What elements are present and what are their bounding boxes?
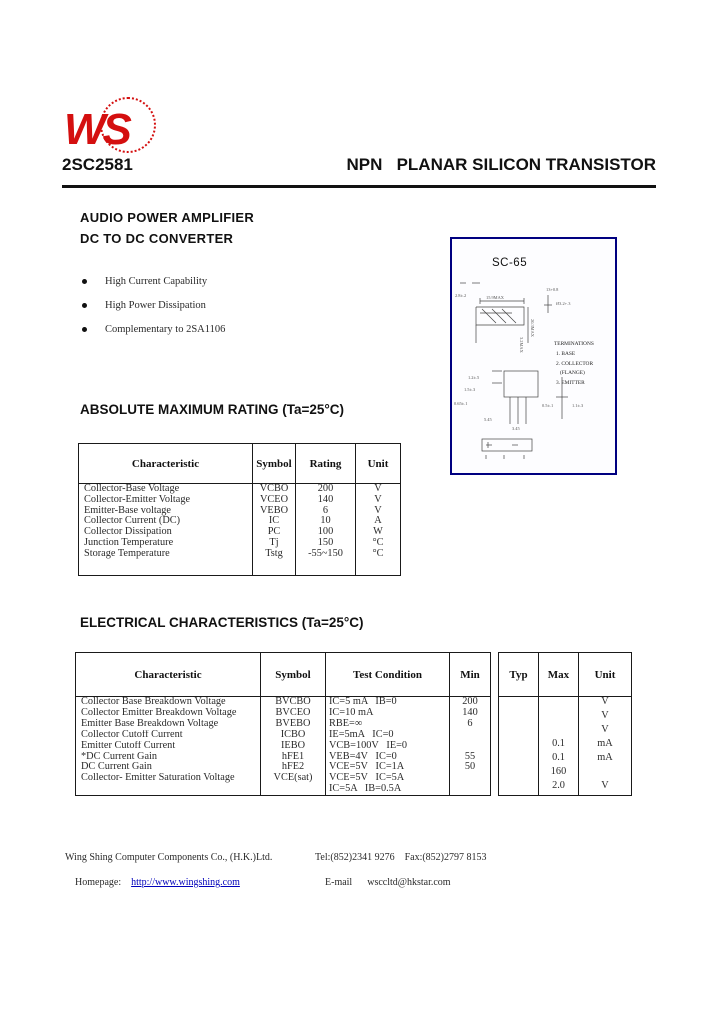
table-row: Junction Temperature Tj 150 °C — [79, 538, 401, 549]
col-header: Characteristic — [76, 653, 261, 697]
col-header: Test Condition — [326, 653, 450, 697]
table-row: *DC Current Gain hFE1 VEB=4V IC=0 55 — [76, 752, 491, 763]
title-row — [62, 155, 656, 175]
table-row: 2.0 V — [499, 781, 632, 795]
table-row — [499, 795, 632, 796]
header-rule — [62, 185, 656, 188]
table-row: V — [499, 711, 632, 725]
col-header: Typ — [499, 653, 539, 697]
svg-text:3.2MAX: 3.2MAX — [519, 337, 524, 353]
table-row: DC Current Gain hFE2 VCE=5V IC=1A 50 — [76, 762, 491, 773]
svg-text:13+0.8: 13+0.8 — [546, 287, 559, 292]
svg-text:2. COLLECTOR: 2. COLLECTOR — [556, 361, 594, 367]
col-header: Unit — [356, 444, 401, 484]
svg-text:TERMINATIONS: TERMINATIONS — [554, 341, 594, 347]
ws-logo-letters: WS — [64, 105, 129, 154]
table-row: 0.1 mA — [499, 739, 632, 753]
table-row: Collector Base Breakdown Voltage BVCBO IC=5 mA IB=0 200 — [76, 697, 491, 708]
svg-text:0.65±.1: 0.65±.1 — [454, 401, 468, 406]
svg-text:5.45: 5.45 — [484, 417, 492, 422]
table-row: Storage Temperature Tstg -55~150 °C — [79, 549, 401, 560]
table-row: 160 — [499, 767, 632, 781]
col-header: Symbol — [253, 444, 296, 484]
electrical-table-left — [75, 652, 491, 796]
table-row: V — [499, 697, 632, 712]
application-line-1: AUDIO POWER AMPLIFIER — [80, 210, 255, 225]
application-line-2: DC TO DC CONVERTER — [80, 231, 234, 246]
table-row: Emitter-Base voltage VEBO 6 V — [79, 506, 401, 517]
table-row: V — [499, 725, 632, 739]
feature-text: High Power Dissipation — [105, 300, 206, 311]
svg-text:1.2±.5: 1.2±.5 — [468, 375, 480, 380]
part-number: 2SC2581 — [62, 155, 133, 174]
svg-text:Ø3.2+.3: Ø3.2+.3 — [556, 301, 571, 306]
email-address: wsccltd@hkstar.com — [367, 877, 451, 888]
svg-text:3. EMITTER: 3. EMITTER — [556, 380, 585, 386]
homepage-link[interactable]: http://www.wingshing.com — [131, 877, 240, 888]
abs-max-table — [78, 443, 401, 576]
package-outline-box — [450, 237, 617, 475]
svg-text:1.1±.3: 1.1±.3 — [572, 403, 584, 408]
electrical-heading: ELECTRICAL CHARACTERISTICS (Ta=25°C) — [80, 615, 364, 630]
svg-text:2.8±.2: 2.8±.2 — [455, 293, 467, 298]
electrical-table-right — [498, 652, 632, 796]
table-row: Emitter Cutoff Current IEBO VCB=100V IE=0 — [76, 741, 491, 752]
table-header-row — [499, 653, 632, 697]
bullet-icon — [82, 279, 87, 284]
footer-telfax: Tel:(852)2341 9276 Fax:(852)2797 8153 — [315, 852, 487, 863]
table-row: Collector- Emitter Saturation Voltage VCE(sat) VCE=5V IC=5A — [76, 773, 491, 784]
table-row: Collector Emitter Breakdown Voltage BVCEO IC=10 mA 140 — [76, 708, 491, 719]
svg-text:3.45: 3.45 — [512, 426, 520, 431]
table-row: Emitter Base Breakdown Voltage BVEBO RBE=∞ 6 — [76, 719, 491, 730]
feature-item — [82, 300, 225, 311]
table-row: Collector Dissipation PC 100 W — [79, 527, 401, 538]
abs-max-heading: ABSOLUTE MAXIMUM RATING (Ta=25°C) — [80, 402, 345, 417]
table-row: Collector Cutoff Current ICBO IE=5mA IC=0 — [76, 730, 491, 741]
homepage-label: Homepage: — [75, 877, 132, 888]
col-header: Characteristic — [79, 444, 253, 484]
table-row: Collector-Emitter Voltage VCEO 140 V — [79, 495, 401, 506]
table-row: 0.1 mA — [499, 753, 632, 767]
feature-list — [82, 276, 225, 348]
feature-item — [82, 276, 225, 287]
svg-text:20.3MAX: 20.3MAX — [530, 319, 535, 337]
bullet-icon — [82, 327, 87, 332]
table-row: Collector-Base Voltage VCBO 200 V — [79, 484, 401, 495]
table-row: IC=5A IB=0.5A — [76, 784, 491, 795]
feature-text: Complementary to 2SA1106 — [105, 324, 226, 335]
col-header: Unit — [579, 653, 632, 697]
ws-logo — [64, 101, 174, 159]
footer-email-line — [315, 866, 451, 899]
feature-item — [82, 324, 225, 335]
col-header: Symbol — [261, 653, 326, 697]
footer-homepage-line — [65, 866, 240, 899]
svg-text:(FLANGE): (FLANGE) — [560, 370, 585, 376]
email-label: E-mail — [325, 877, 368, 888]
footer-company: Wing Shing Computer Components Co., (H.K.)Ltd. — [65, 852, 273, 863]
page-title: NPN PLANAR SILICON TRANSISTOR — [346, 155, 656, 174]
table-spacer-row — [79, 560, 401, 576]
svg-text:1.5±.3: 1.5±.3 — [464, 387, 476, 392]
table-row: Collector Current (DC) IC 10 A — [79, 516, 401, 527]
package-name: SC-65 — [492, 257, 528, 269]
feature-text: High Current Capability — [105, 276, 208, 287]
electrical-tables — [75, 652, 632, 796]
col-header: Max — [539, 653, 579, 697]
svg-text:1. BASE: 1. BASE — [556, 351, 576, 357]
table-header-row — [76, 653, 491, 697]
col-header: Rating — [296, 444, 356, 484]
table-header-row — [79, 444, 401, 484]
bullet-icon — [82, 303, 87, 308]
ws-logo-ring-icon — [100, 97, 156, 153]
svg-text:0.5±.1: 0.5±.1 — [542, 403, 554, 408]
svg-text:15.9MAX: 15.9MAX — [486, 295, 504, 300]
package-drawing — [452, 279, 615, 473]
col-header: Min — [450, 653, 491, 697]
